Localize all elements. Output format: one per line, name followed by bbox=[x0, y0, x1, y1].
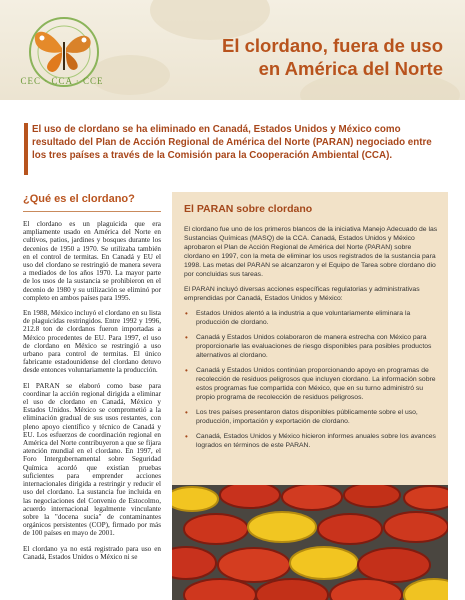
paragraph: El PARAN se elaboró como base para coordinar la acción regional dirigida a eliminar el uso de clordano en Canadá, México y Estados Unidos. México se comprometió a la eliminación gradual de sus usos restantes, con pleno apoyo científico y técnico de Canadá y EU. Los esfuerzos de coordinación regional en América del Norte contribuyeron a que se fijara atención mundial en el clordano. En 1997, el Foro Intergubernamental sobre Seguridad Química acordó que existían pruebas suficientes para emprender acciones internacionales dirigida a restringir y reducir el uso del clordano. La sustancia fue incluida en las negociaciones del Convenio de Estocolmo, acuerdo internacional legalmente vinculante sobre la "docena sucia" de contaminantes orgánicos persistentes (COP), firmado por más de 100 países en mayo de 2001. bbox=[23, 381, 161, 538]
bullet-icon: • bbox=[185, 432, 188, 441]
bullet-icon: • bbox=[185, 333, 188, 342]
header-banner bbox=[0, 0, 465, 100]
bullet-icon: • bbox=[185, 366, 188, 375]
actions-list bbox=[184, 309, 438, 450]
paran-sidebar-box bbox=[172, 192, 448, 485]
box-paragraph: El clordano fue uno de los primeros blancos de la iniciativa Manejo Adecuado de las Sustancias Químicas (MASQ) de la CCA. Canadá, Estados Unidos y México aprobaron el Plan de Acción Regional de América del Norte (PARAN) sobre clordano en 1997, con la meta de eliminar los usos registrados de la sustancia para 1998. Las metas del PARAN se alcanzaron y el Equipo de Tarea sobre clordano dio por concluidas sus tareas. bbox=[184, 226, 438, 278]
paragraph: El clordano es un plaguicida que era ampliamente usado en América del Norte en cultivos, patios, jardines y bosques durante los decenios de 1950 a 1970. Se utilizaba también en el control de termitas. En Canadá y EU el uso del clordano se restringió de manera severa a mediados de los años 1970. La mayor parte de los usos de la sustancia se prohibieron en el decenio de 1980 y su utilización se eliminó por completo en ambos países para 1995. bbox=[23, 220, 161, 302]
box-heading: El PARAN sobre clordano bbox=[184, 203, 313, 215]
logo-text: CEC · CCA · CCE bbox=[20, 76, 104, 86]
page-title bbox=[222, 34, 443, 80]
bullet-icon: • bbox=[185, 408, 188, 417]
list-item-text: Canadá, Estados Unidos y México hicieron informes anuales sobre los avances logrados en términos de este PARAN. bbox=[196, 433, 436, 449]
list-item-text: Los tres países presentaron datos disponibles públicamente sobre el uso, producción, importación y exportación de clordano. bbox=[196, 409, 418, 425]
box-body bbox=[184, 225, 438, 456]
intro-text: El uso de clordano se ha eliminado en Canadá, Estados Unidos y México como resultado del Plan de Acción Regional de América del Norte (PARAN) negociado entre los tres países a través de la Comisión para la Cooperación Ambiental (CCA). bbox=[32, 124, 432, 161]
list-item bbox=[184, 309, 438, 327]
intro-summary bbox=[24, 123, 442, 175]
barrels-photo bbox=[172, 485, 448, 600]
list-item bbox=[184, 366, 438, 402]
list-item bbox=[184, 408, 438, 426]
list-item-text: Canadá y Estados Unidos continúan proporcionando apoyo en programas de recolección de residuos peligrosos que incluyen clordano. La información sobre estos programas fue compartida con México, que en su turno administró su propio programa de recolección de residuos peligrosos. bbox=[196, 367, 436, 401]
list-item-text: Canadá y Estados Unidos colaboraron de manera estrecha con México para proporcionarle las evaluaciones de riesgo disponibles para posibles productos alternativos al clordano. bbox=[196, 334, 432, 359]
bullet-icon: • bbox=[185, 309, 188, 318]
paragraph: El clordano ya no está registrado para uso en Canadá, Estados Unidos o México ni se bbox=[23, 544, 161, 561]
title-line-1: El clordano, fuera de uso bbox=[221, 35, 443, 56]
left-column bbox=[23, 193, 161, 568]
section-heading: ¿Qué es el clordano? bbox=[23, 193, 161, 212]
box-paragraph: El PARAN incluyó diversas acciones específicas regulatorias y administrativas emprendidas por Canadá, Estados Unidos y México: bbox=[184, 286, 420, 302]
paragraph: En 1988, México incluyó el clordano en su lista de plaguicidas restringidos. Entre 1992 y 1996, 212.8 ton de clordanos fueron importadas a México procedentes de EU. Para 1997, el uso de clordano en México se restringió a uso urbano para control de termitas. El único fabricante estadounidense del clordano detuvo desde entonces voluntariamente la producción. bbox=[23, 309, 161, 375]
list-item-text: Estados Unidos alentó a la industria a que voluntariamente eliminara la producción de clordano. bbox=[196, 310, 411, 326]
list-item bbox=[184, 432, 438, 450]
list-item bbox=[184, 333, 438, 360]
title-line-2: en América del Norte bbox=[258, 58, 443, 79]
barrels-illustration bbox=[172, 485, 448, 600]
